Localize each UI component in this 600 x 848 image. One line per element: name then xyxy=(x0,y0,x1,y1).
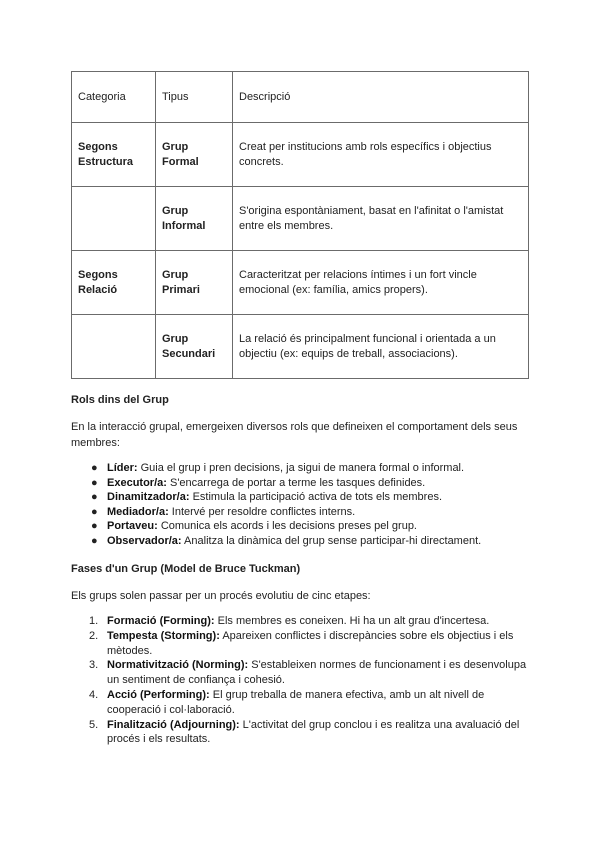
list-item xyxy=(89,505,529,520)
header-descripcio: Descripció xyxy=(233,72,529,123)
cell-tipus: Grup Informal xyxy=(156,187,233,251)
role-text: Guia el grup i pren decisions, ja sigui de manera formal o informal. xyxy=(140,462,465,474)
cell-descripcio: Caracteritzat per relacions íntimes i un fort vincle emocional (ex: família, amics propers). xyxy=(233,251,529,315)
list-item xyxy=(89,688,531,718)
role-text: Intervé per resoldre conflictes interns. xyxy=(171,505,356,518)
phase-text: Els membres es coneixen. Hi ha un alt grau d'incertesa. xyxy=(217,615,490,627)
phase-text: S'estableixen normes de funcionament i es desenvolupa un sentiment de confiança i cohesió. xyxy=(107,659,527,687)
phase-text: Apareixen conflictes i discrepàncies sobre els objectius i els mètodes. xyxy=(107,629,514,657)
role-label: Mediador/a: xyxy=(107,505,169,518)
role-text: Analitza la dinàmica del grup sense participar-hi directament. xyxy=(184,534,482,547)
phase-text: L'activitat del grup conclou i es realitza una avaluació del procés i els resultats. xyxy=(107,718,520,746)
role-label: Líder: xyxy=(107,462,138,474)
item-number: 3. xyxy=(89,659,99,672)
phase-label: Tempesta (Storming): xyxy=(107,629,220,642)
table-row xyxy=(72,187,529,251)
cell-tipus: Grup Primari xyxy=(156,251,233,315)
cell-categoria xyxy=(72,187,156,251)
phase-label: Normativització (Norming): xyxy=(107,659,249,672)
cell-descripcio: S'origina espontàniament, basat en l'afinitat o l'amistat entre els membres. xyxy=(233,187,529,251)
phase-label: Formació (Forming): xyxy=(107,615,215,627)
list-item xyxy=(89,461,529,476)
cell-descripcio: La relació és principalment funcional i orientada a un objectiu (ex: equips de treball, associacions). xyxy=(233,315,529,379)
phase-label: Acció (Performing): xyxy=(107,688,210,701)
bullet-icon: ● xyxy=(91,476,98,489)
phase-label: Finalització (Adjourning): xyxy=(107,718,240,731)
roles-heading: Rols dins del Grup xyxy=(71,394,169,406)
list-item xyxy=(89,629,531,659)
group-types-table xyxy=(71,71,529,379)
roles-intro: En la interacció grupal, emergeixen diversos rols que defineixen el comportament dels seus membres: xyxy=(71,421,518,449)
table-row xyxy=(72,251,529,315)
item-number: 1. xyxy=(89,615,99,627)
role-label: Dinamitzador/a: xyxy=(107,491,190,504)
roles-list xyxy=(89,461,529,549)
list-item xyxy=(89,718,531,748)
list-item xyxy=(89,490,529,505)
list-item xyxy=(89,534,529,549)
list-item xyxy=(89,614,531,629)
list-item xyxy=(89,519,529,534)
phases-list xyxy=(89,614,531,747)
bullet-icon: ● xyxy=(91,462,98,474)
bullet-icon: ● xyxy=(91,534,98,547)
item-number: 5. xyxy=(89,718,99,731)
header-categoria: Categoria xyxy=(72,72,156,123)
table-header-row xyxy=(72,72,529,123)
role-text: Estimula la participació activa de tots els membres. xyxy=(192,491,443,504)
role-text: Comunica els acords i les decisions preses pel grup. xyxy=(160,520,417,533)
header-tipus: Tipus xyxy=(156,72,233,123)
bullet-icon: ● xyxy=(91,505,98,518)
role-label: Executor/a: xyxy=(107,476,167,489)
role-text: S'encarrega de portar a terme les tasques definides. xyxy=(169,476,426,489)
cell-categoria: Segons Relació xyxy=(72,251,156,315)
cell-tipus: Grup Formal xyxy=(156,123,233,187)
cell-categoria xyxy=(72,315,156,379)
cell-descripcio: Creat per institucions amb rols específics i objectius concrets. xyxy=(233,123,529,187)
table-row xyxy=(72,123,529,187)
role-label: Portaveu: xyxy=(107,520,158,533)
item-number: 2. xyxy=(89,629,99,642)
role-label: Observador/a: xyxy=(107,534,182,547)
bullet-icon: ● xyxy=(91,491,98,504)
phase-text: El grup treballa de manera efectiva, amb un alt nivell de cooperació i col·laboració. xyxy=(107,688,485,716)
cell-categoria: Segons Estructura xyxy=(72,123,156,187)
item-number: 4. xyxy=(89,688,99,701)
bullet-icon: ● xyxy=(91,520,98,533)
cell-tipus: Grup Secundari xyxy=(156,315,233,379)
list-item xyxy=(89,476,529,491)
list-item xyxy=(89,658,531,688)
phases-intro: Els grups solen passar per un procés evolutiu de cinc etapes: xyxy=(71,590,371,602)
phases-heading: Fases d'un Grup (Model de Bruce Tuckman) xyxy=(71,563,301,575)
table-row xyxy=(72,315,529,379)
